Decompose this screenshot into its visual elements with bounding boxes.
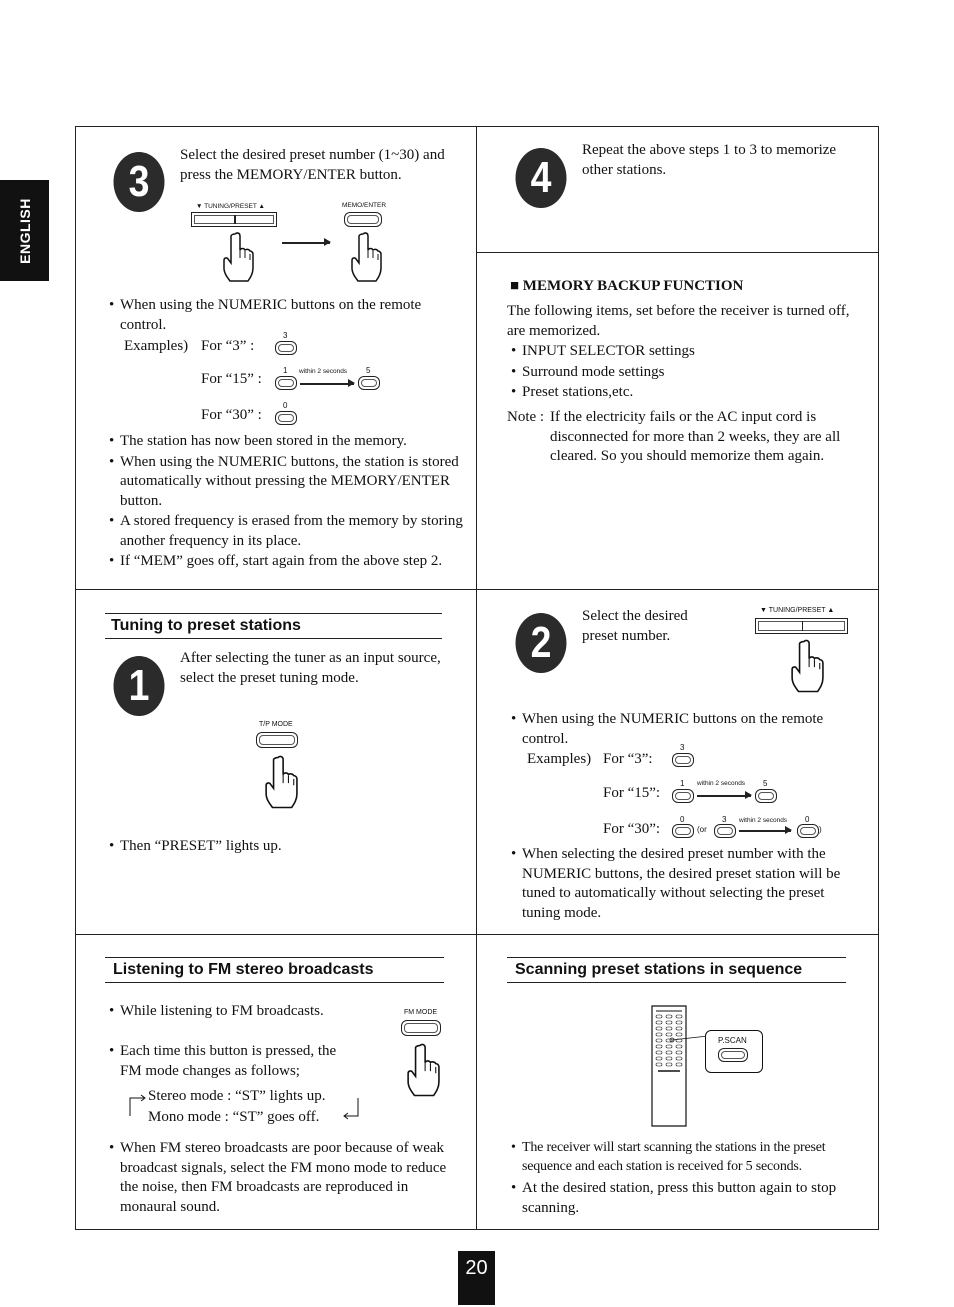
pointing-hand-icon	[222, 231, 254, 283]
list-item: • If “MEM” goes off, start again from the above step 2.	[109, 552, 464, 572]
key-1-label: 1	[680, 779, 685, 788]
memo-enter-label: MEMO/ENTER	[342, 202, 387, 209]
fm-bullet-1	[109, 1002, 369, 1023]
step-3-numeric-bullet	[109, 296, 459, 336]
example-for-30: For “30”:	[603, 821, 661, 837]
example-for-15: For “15”:	[603, 785, 661, 801]
pointing-hand-icon	[406, 1042, 440, 1098]
tuning-preset-bullet	[109, 837, 409, 858]
scanning-title: Scanning preset stations in sequence	[507, 957, 846, 983]
key-1-button	[275, 376, 297, 390]
key-0-label: 0	[805, 815, 810, 824]
fm-bullet-3	[109, 1139, 464, 1218]
step-3-text: Select the desired preset number (1~30) and press the MEMORY/ENTER button.	[180, 147, 445, 183]
pscan-button	[718, 1048, 748, 1062]
list-item: • When selecting the desired preset number with the NUMERIC buttons, the desired preset station will be tuned to automatically without selecting the preset tuning mode.	[511, 845, 866, 923]
remote-control-icon	[648, 1003, 690, 1127]
frame-bottom	[75, 1229, 879, 1230]
key-5-button	[755, 789, 777, 803]
key-0-label: 0	[283, 401, 288, 410]
list-item: • Then “PRESET” lights up.	[109, 837, 409, 857]
list-item: • When FM stereo broadcasts are poor because of weak broadcast signals, select the FM mono mode to reduce the noise, then FM broadcasts are reproduced in monaural sound.	[109, 1139, 464, 1217]
within-2-seconds: within 2 seconds	[697, 780, 746, 787]
right-top-divider	[476, 252, 879, 253]
memory-backup-intro: The following items, set before the receiver is turned off, are memorized.	[507, 303, 850, 339]
tuning-preset-button	[755, 618, 848, 634]
key-1-label: 1	[283, 366, 288, 375]
within-2-seconds: within 2 seconds	[299, 368, 348, 375]
step-2-numeric-bullet	[511, 710, 861, 750]
pointing-hand-icon	[350, 231, 382, 283]
key-5-label: 5	[366, 366, 371, 375]
example-for-3: For “3”:	[603, 751, 653, 767]
fm-mode-button	[401, 1020, 441, 1036]
key-0-label: 0	[680, 815, 685, 824]
key-3-label: 3	[680, 743, 685, 752]
key-3-button	[672, 753, 694, 767]
list-item: • At the desired station, press this button again to stop scanning.	[511, 1179, 869, 1218]
pointing-hand-icon	[790, 638, 824, 694]
list-item: • While listening to FM broadcasts.	[109, 1002, 369, 1022]
stereo-mode-text: Stereo mode : “ST” lights up.	[148, 1088, 326, 1104]
key-0-button	[275, 411, 297, 425]
tp-mode-button	[256, 732, 298, 748]
within-2-seconds: within 2 seconds	[739, 817, 788, 824]
memory-backup-items	[511, 342, 851, 404]
pointing-hand-icon	[264, 754, 298, 810]
key-3-label: 3	[722, 815, 727, 824]
step-1-badge: 1	[114, 656, 165, 716]
step-1-text: After selecting the tuner as an input source, select the preset tuning mode.	[180, 650, 441, 686]
tuning-preset-label: ▼ TUNING/PRESET ▲	[760, 607, 835, 614]
arrow-right-icon	[739, 830, 791, 832]
frame-center	[476, 126, 477, 1230]
note-text: If the electricity fails or the AC input cord is disconnected for more than 2 weeks, they are all cleared. So you should memorize them again.	[550, 409, 841, 464]
language-tab-label: ENGLISH	[16, 197, 33, 264]
examples-label: Examples)	[124, 338, 189, 354]
language-tab	[0, 180, 49, 281]
row-divider-2	[75, 934, 879, 935]
row-divider-1	[75, 589, 879, 590]
example-for-3: For “3” :	[201, 338, 255, 354]
list-item: • INPUT SELECTOR settings	[511, 342, 851, 362]
step-2-badge: 2	[516, 613, 567, 673]
arrow-right-icon	[282, 242, 330, 244]
list-item: • Preset stations,etc.	[511, 383, 851, 403]
key-0-button	[797, 824, 819, 838]
arrow-right-icon	[697, 795, 751, 797]
step-4-badge: 4	[516, 148, 567, 208]
fm-mode-label: FM MODE	[404, 1009, 438, 1016]
or-close: )	[819, 825, 822, 834]
list-item: • When using the NUMERIC buttons on the remote control.	[109, 296, 459, 335]
examples-label: Examples)	[527, 751, 592, 767]
frame-left	[75, 126, 76, 1230]
tuning-preset-button	[191, 212, 277, 227]
list-item: • When using the NUMERIC buttons on the remote control.	[511, 710, 861, 749]
key-3-label: 3	[283, 331, 288, 340]
list-item: • A stored frequency is erased from the memory by storing another frequency in its place.	[109, 512, 464, 551]
example-for-15: For “15” :	[201, 371, 262, 387]
frame-right	[878, 126, 879, 1230]
tp-mode-label: T/P MODE	[259, 721, 293, 728]
note-label: Note :	[507, 409, 545, 425]
memory-backup-title: ■ MEMORY BACKUP FUNCTION	[510, 278, 744, 294]
mono-mode-text: Mono mode : “ST” goes off.	[148, 1109, 320, 1125]
tuning-preset-label: ▼ TUNING/PRESET ▲	[196, 203, 265, 210]
tuning-preset-title: Tuning to preset stations	[105, 613, 442, 639]
or-open: (or	[697, 825, 707, 834]
arrow-right-icon	[300, 383, 354, 385]
key-5-label: 5	[763, 779, 768, 788]
list-item: • Each time this button is pressed, the FM mode changes as follows;	[109, 1042, 349, 1081]
list-item: • The receiver will start scanning the stations in the preset sequence and each station is received for 5 seconds.	[511, 1138, 869, 1176]
step-3-bullets	[109, 432, 464, 573]
step-2-bullet-2	[511, 845, 866, 924]
step-4-text: Repeat the above steps 1 to 3 to memorize other stations.	[582, 142, 837, 178]
callout-line	[668, 1030, 710, 1050]
key-5-button	[358, 376, 380, 390]
list-item: • The station has now been stored in the memory.	[109, 432, 464, 452]
step-2-text: Select the desired preset number.	[582, 608, 688, 644]
fm-bullet-2	[109, 1042, 349, 1082]
key-1-button	[672, 789, 694, 803]
key-3-button	[714, 824, 736, 838]
frame-top	[75, 126, 879, 127]
example-for-30: For “30” :	[201, 407, 262, 423]
page-number: 20	[458, 1251, 495, 1305]
memo-enter-button	[344, 212, 382, 227]
fm-stereo-title: Listening to FM stereo broadcasts	[105, 957, 444, 983]
scanning-bullets	[511, 1138, 869, 1219]
key-0-button	[672, 824, 694, 838]
list-item: • Surround mode settings	[511, 363, 851, 383]
pscan-label: P.SCAN	[718, 1036, 747, 1045]
step-3-badge: 3	[114, 152, 165, 212]
list-item: • When using the NUMERIC buttons, the station is stored automatically without pressing the MEMORY/ENTER button.	[109, 453, 464, 512]
key-3-button	[275, 341, 297, 355]
